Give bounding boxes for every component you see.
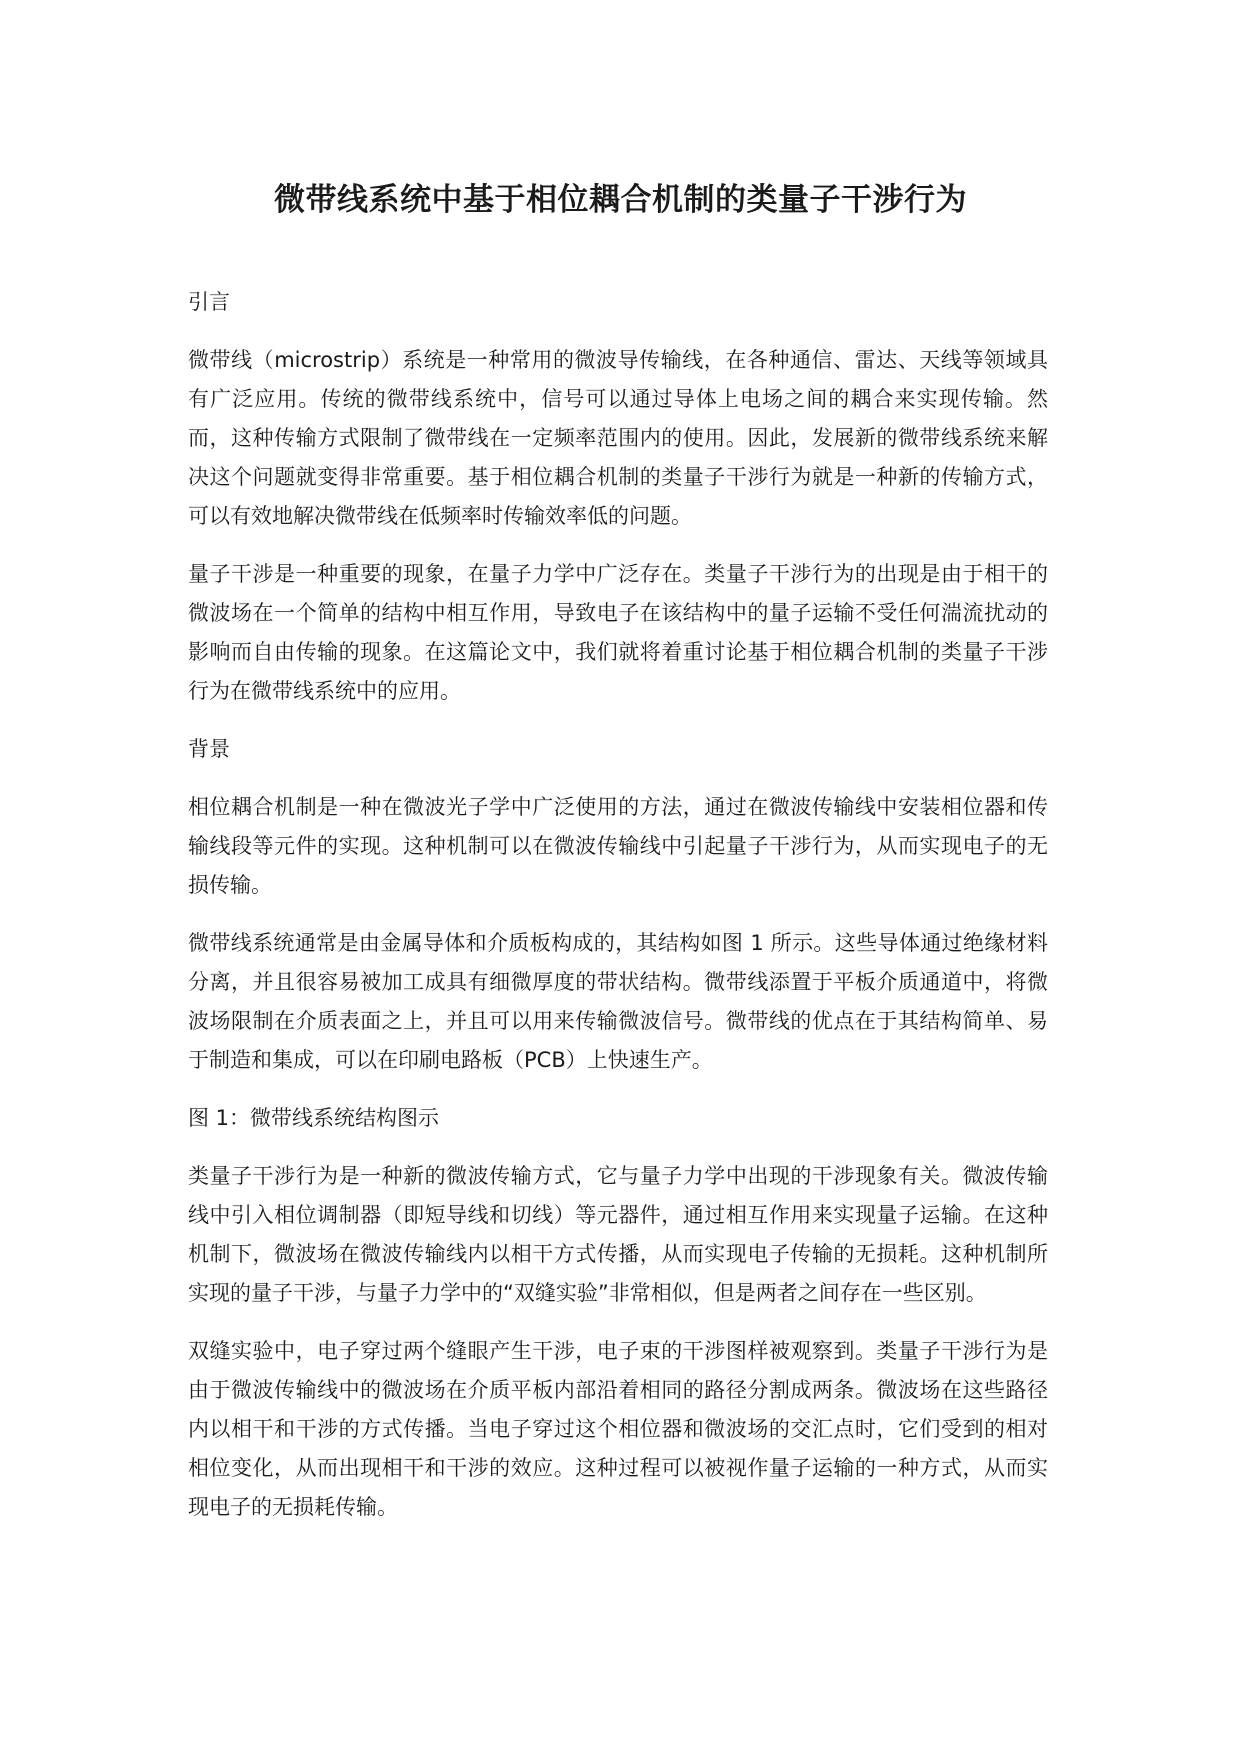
section-heading-introduction: 引言: [188, 290, 230, 314]
document-body: [188, 283, 1048, 1546]
document-title: 微带线系统中基于相位耦合机制的类量子干涉行为: [274, 182, 967, 218]
paragraph: 类量子干涉行为是一种新的微波传输方式，它与量子力学中出现的干涉现象有关。微波传输线中引入相位调制器（即短导线和切线）等元器件，通过相互作用来实现量子运输。在这种机制下，微波场在微波传输线内以相干方式传播，从而实现电子传输的无损耗。这种机制所实现的量子干涉，与量子力学中的“双缝实验”非常相似，但是两者之间存在一些区别。: [188, 1164, 1048, 1305]
paragraph: 微带线系统通常是由金属导体和介质板构成的，其结构如图 1 所示。这些导体通过绝缘材料分离，并且很容易被加工成具有细微厚度的带状结构。微带线添置于平板介质通道中，将微波场限制在介质表面之上，并且可以用来传输微波信号。微带线的优点在于其结构简单、易于制造和集成，可以在印刷电路板（PCB）上快速生产。: [188, 931, 1048, 1072]
paragraph: 微带线（microstrip）系统是一种常用的微波导传输线，在各种通信、雷达、天线等领域具有广泛应用。传统的微带线系统中，信号可以通过导体上电场之间的耦合来实现传输。然而，这种传输方式限制了微带线在一定频率范围内的使用。因此，发展新的微带线系统来解决这个问题就变得非常重要。基于相位耦合机制的类量子干涉行为就是一种新的传输方式，可以有效地解决微带线在低频率时传输效率低的问题。: [188, 348, 1048, 528]
section-heading-background: 背景: [188, 737, 230, 761]
paragraph: 相位耦合机制是一种在微波光子学中广泛使用的方法，通过在微波传输线中安装相位器和传输线段等元件的实现。这种机制可以在微波传输线中引起量子干涉行为，从而实现电子的无损传输。: [188, 795, 1048, 897]
figure-caption: 图 1：微带线系统结构图示: [188, 1106, 440, 1130]
paragraph: 量子干涉是一种重要的现象，在量子力学中广泛存在。类量子干涉行为的出现是由于相干的微波场在一个简单的结构中相互作用，导致电子在该结构中的量子运输不受任何湍流扰动的影响而自由传输的现象。在这篇论文中，我们就将着重讨论基于相位耦合机制的类量子干涉行为在微带线系统中的应用。: [188, 562, 1048, 703]
paragraph: 双缝实验中，电子穿过两个缝眼产生干涉，电子束的干涉图样被观察到。类量子干涉行为是由于微波传输线中的微波场在介质平板内部沿着相同的路径分割成两条。微波场在这些路径内以相干和干涉的方式传播。当电子穿过这个相位器和微波场的交汇点时，它们受到的相对相位变化，从而出现相干和干涉的效应。这种过程可以被视作量子运输的一种方式，从而实现电子的无损耗传输。: [188, 1339, 1048, 1519]
